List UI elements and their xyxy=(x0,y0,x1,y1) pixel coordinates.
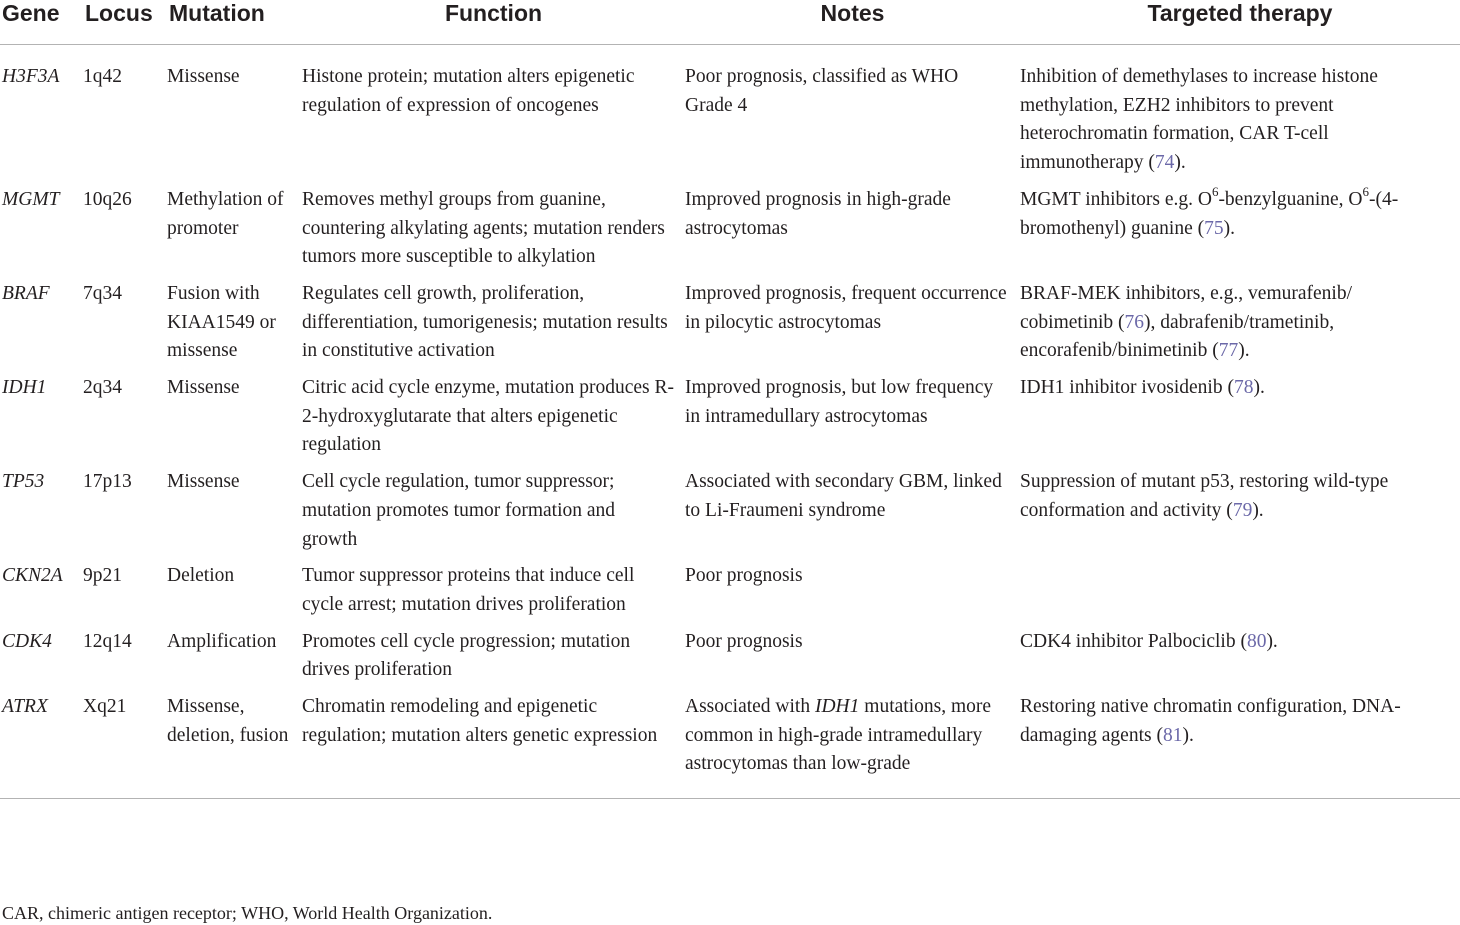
therapy-text: MGMT inhibitors e.g. O xyxy=(1020,188,1212,210)
therapy-text: -benzylguanine, O xyxy=(1218,188,1363,210)
table-row xyxy=(0,45,1460,186)
cell-locus: 12q14 xyxy=(83,630,132,652)
header-function: Function xyxy=(302,0,685,45)
cell-therapy xyxy=(1020,562,1460,627)
reference-link[interactable]: 78 xyxy=(1233,377,1254,399)
cell-notes: Poor prognosis, classified as WHO Grade 4 xyxy=(685,66,959,116)
cell-notes: Associated with secondary GBM, linked to Li-Fraumeni syndrome xyxy=(685,471,1002,521)
therapy-end: ). xyxy=(1238,340,1250,362)
cell-gene: H3F3A xyxy=(2,66,60,87)
cell-mutation: Amplification xyxy=(167,630,277,652)
cell-function: Promotes cell cycle progression; mutation drives proliferation xyxy=(302,630,631,681)
cell-mutation: Deletion xyxy=(167,565,235,587)
cell-mutation: Missense, deletion, fusion xyxy=(167,693,302,799)
cell-therapy xyxy=(1020,628,1460,693)
table-row xyxy=(0,186,1460,280)
header-mutation: Mutation xyxy=(167,0,302,45)
cell-mutation: Missense xyxy=(167,471,240,493)
cell-function: Removes methyl groups from guanine, countering alkylating agents; mutation renders tumors more susceptible to alkylation xyxy=(302,188,665,268)
cell-locus: 2q34 xyxy=(83,377,122,399)
therapy-text: CDK4 inhibitor Palbociclib ( xyxy=(1020,630,1247,652)
cell-notes: Improved prognosis, but low frequency in intramedullary astrocytomas xyxy=(685,377,994,427)
cell-mutation: Missense xyxy=(167,66,240,87)
cell-gene: ATRX xyxy=(0,693,83,799)
therapy-end: ). xyxy=(1253,377,1265,399)
superscript: 6 xyxy=(1211,183,1219,199)
cell-gene: CKN2A xyxy=(2,565,63,587)
reference-link[interactable]: 76 xyxy=(1124,311,1145,333)
therapy-text: Inhibition of demethylases to increase histone methylation, EZH2 inhibitors to prevent heterochromatin formation, CAR T-cell immunotherapy ( xyxy=(1020,66,1378,174)
therapy-end: ). xyxy=(1223,217,1235,239)
cell-therapy xyxy=(1020,693,1460,799)
reference-link[interactable]: 75 xyxy=(1204,217,1224,239)
cell-therapy xyxy=(1020,280,1460,374)
reference-link[interactable]: 77 xyxy=(1218,340,1239,362)
reference-link[interactable]: 74 xyxy=(1154,152,1175,174)
cell-locus: 1q42 xyxy=(83,66,122,87)
cell-function: Histone protein; mutation alters epigenetic regulation of expression of oncogenes xyxy=(302,66,635,116)
reference-link[interactable]: 81 xyxy=(1162,724,1183,746)
cell-locus: Xq21 xyxy=(83,693,167,799)
therapy-end: ). xyxy=(1182,724,1194,746)
cell-notes xyxy=(685,693,1020,799)
table-row xyxy=(0,280,1460,374)
header-locus: Locus xyxy=(83,0,167,45)
cell-notes: Poor prognosis xyxy=(685,630,803,652)
therapy-end: ). xyxy=(1266,630,1278,652)
therapy-end: ). xyxy=(1252,499,1264,521)
table-footnote: CAR, chimeric antigen receptor; WHO, World Health Organization. xyxy=(2,903,493,923)
cell-gene: TP53 xyxy=(2,471,45,493)
table-row xyxy=(0,628,1460,693)
cell-mutation: Fusion with KIAA1549 or missense xyxy=(167,282,276,362)
therapy-text: -(4-bromothenyl) guanine ( xyxy=(1020,188,1399,239)
header-therapy: Targeted therapy xyxy=(1020,0,1460,45)
cell-locus: 10q26 xyxy=(83,188,132,210)
table-row xyxy=(0,562,1460,627)
cell-notes: Improved prognosis in high-grade astrocytomas xyxy=(685,188,951,239)
therapy-end: ). xyxy=(1174,152,1186,174)
cell-mutation: Methylation of promoter xyxy=(167,188,284,239)
cell-locus: 7q34 xyxy=(83,282,122,304)
therapy-text: Suppression of mutant p53, restoring wild-type conformation and activity ( xyxy=(1020,471,1389,521)
reference-link[interactable]: 80 xyxy=(1246,630,1267,652)
cell-therapy xyxy=(1020,468,1460,562)
cell-mutation: Missense xyxy=(167,377,240,399)
table-row xyxy=(0,468,1460,562)
therapy-text: Restoring native chromatin configuration, DNA-damaging agents ( xyxy=(1020,696,1401,746)
header-notes: Notes xyxy=(685,0,1020,45)
cell-therapy xyxy=(1020,45,1460,186)
cell-notes: Poor prognosis xyxy=(685,565,803,587)
cell-gene: MGMT xyxy=(2,188,60,210)
therapy-text: IDH1 inhibitor ivosidenib ( xyxy=(1020,377,1234,399)
cell-function: Cell cycle regulation, tumor suppressor; mutation promotes tumor formation and growth xyxy=(302,471,616,550)
table-row xyxy=(0,374,1460,468)
cell-gene: BRAF xyxy=(2,282,50,304)
cell-function: Chromatin remodeling and epigenetic regulation; mutation alters genetic expression xyxy=(302,693,685,799)
cell-therapy xyxy=(1020,374,1460,468)
cell-function: Citric acid cycle enzyme, mutation produces R-2-hydroxyglutarate that alters epigenetic regulation xyxy=(302,377,674,456)
superscript: 6 xyxy=(1362,183,1369,199)
notes-text: mutations, more common in high-grade intramedullary astrocytomas than low-grade xyxy=(685,696,992,775)
header-row xyxy=(0,0,1460,45)
cell-function: Tumor suppressor proteins that induce cell cycle arrest; mutation drives proliferation xyxy=(302,565,635,615)
header-gene: Gene xyxy=(0,0,83,45)
reference-link[interactable]: 79 xyxy=(1232,499,1253,521)
notes-text: Associated with xyxy=(685,696,815,718)
table-row xyxy=(0,693,1460,799)
cell-gene: IDH1 xyxy=(2,377,47,399)
cell-notes: Improved prognosis, frequent occurrence in pilocytic astrocytomas xyxy=(685,282,1007,333)
cell-therapy xyxy=(1020,183,1460,280)
therapy-text: BRAF-MEK inhibitors, e.g., vemurafenib/ cobimetinib ( xyxy=(1020,282,1353,333)
therapy-text: ), dabrafenib/trametinib, encorafenib/binimetinib ( xyxy=(1020,311,1335,362)
cell-locus: 17p13 xyxy=(83,471,132,493)
cell-function: Regulates cell growth, proliferation, differentiation, tumorigenesis; mutation results in constitutive activation xyxy=(302,282,668,362)
cell-gene: CDK4 xyxy=(2,630,52,652)
cell-locus: 9p21 xyxy=(83,565,122,587)
gene-mention: IDH1 xyxy=(814,696,860,718)
